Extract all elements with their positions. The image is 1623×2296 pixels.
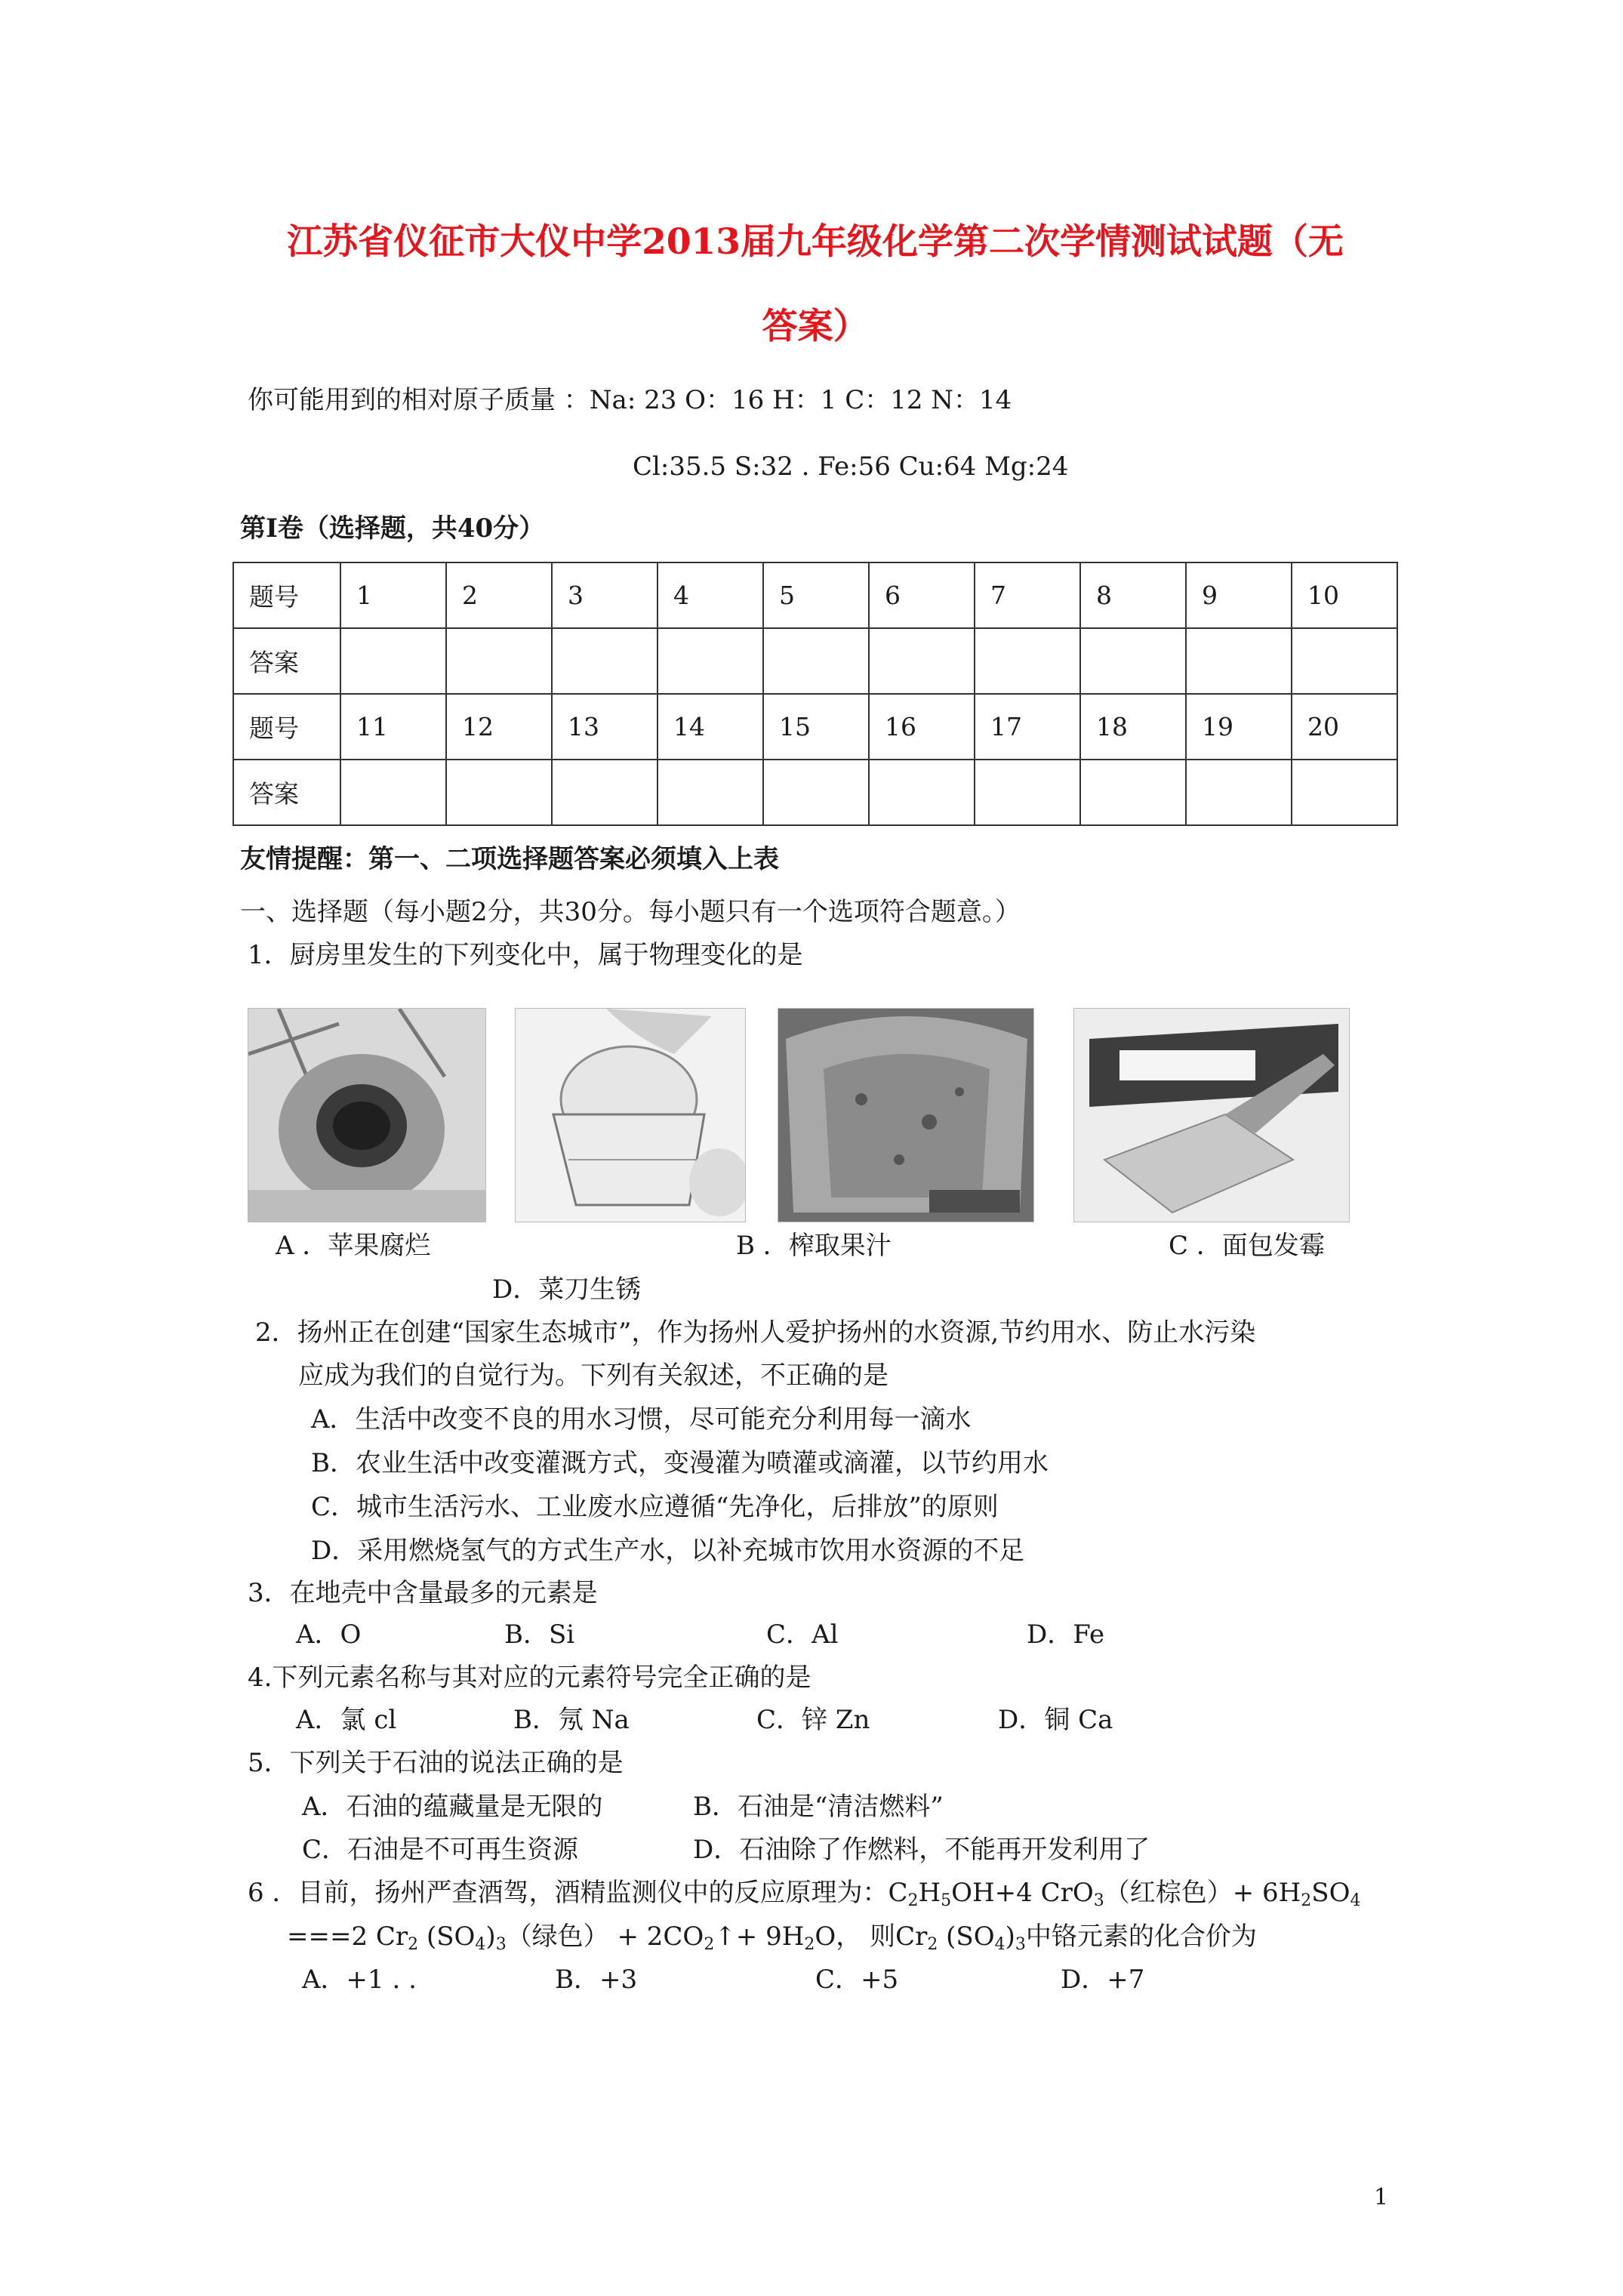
section-heading: 第Ⅰ卷（选择题，共40分）: [240, 513, 545, 544]
q6-option-b: B．+3: [555, 1965, 638, 1995]
answer-cell[interactable]: [869, 628, 975, 694]
answer-cell[interactable]: [1186, 628, 1292, 694]
question-number: 20: [1292, 694, 1397, 760]
answer-cell[interactable]: [1080, 628, 1186, 694]
reminder-note: 友情提醒：第一、二项选择题答案必须填入上表: [240, 844, 779, 874]
q4-option-a: A．氯 cl: [296, 1705, 397, 1735]
answer-cell[interactable]: [552, 628, 658, 694]
rotten-apple-photo: [248, 1008, 486, 1222]
answer-cell[interactable]: [1080, 760, 1186, 825]
question-number: 1: [340, 562, 446, 628]
question-1-stem: 1．厨房里发生的下列变化中，属于物理变化的是: [248, 940, 803, 970]
answer-cell[interactable]: [1292, 628, 1397, 694]
table-row: [233, 562, 1397, 628]
question-2-stem-cont: 应成为我们的自觉行为。下列有关叙述，不正确的是: [298, 1361, 888, 1391]
question-number: 11: [340, 694, 446, 760]
q5-option-a: A．石油的蕴藏量是无限的: [302, 1792, 603, 1822]
row-label: 题号: [233, 562, 340, 628]
question-number: 18: [1080, 694, 1186, 760]
rusty-knife-photo: [1073, 1008, 1350, 1222]
question-number: 16: [869, 694, 975, 760]
q5-option-d: D．石油除了作燃料，不能再开发利用了: [693, 1835, 1150, 1865]
q2-option-d: D．采用燃烧氢气的方式生产水，以补充城市饮用水资源的不足: [311, 1536, 1025, 1566]
table-row: [233, 628, 1397, 694]
page-title: 江苏省仪征市大仪中学2013届九年级化学第二次学情测试试题（无: [287, 221, 1344, 263]
q2-option-a: A．生活中改变不良的用水习惯，尽可能充分利用每一滴水: [311, 1404, 972, 1435]
answer-cell[interactable]: [763, 760, 869, 825]
answer-cell[interactable]: [1186, 760, 1292, 825]
answer-cell[interactable]: [340, 760, 446, 825]
answer-cell[interactable]: [658, 760, 763, 825]
question-number: 5: [763, 562, 869, 628]
q1-option-b: B ．榨取果汁: [736, 1231, 892, 1261]
answer-cell[interactable]: [446, 760, 552, 825]
answer-cell[interactable]: [340, 628, 446, 694]
question-number: 2: [446, 562, 552, 628]
row-label: 答案: [233, 760, 340, 825]
question-number: 12: [446, 694, 552, 760]
question-number: 8: [1080, 562, 1186, 628]
question-number: 7: [975, 562, 1080, 628]
atomic-mass-line1: 你可能用到的相对原子质量 ：Na: 23 O：16 H：1 C：12 N：14: [248, 385, 1012, 415]
question-number: 15: [763, 694, 869, 760]
q1-option-c: C ．面包发霉: [1169, 1231, 1325, 1261]
q6-option-c: C．+5: [815, 1965, 899, 1995]
answer-cell[interactable]: [552, 760, 658, 825]
answer-cell[interactable]: [658, 628, 763, 694]
question-number: 6: [869, 562, 975, 628]
question-6-stem: [248, 1878, 1360, 1908]
q1-option-d: D．菜刀生锈: [492, 1274, 642, 1305]
question-number: 3: [552, 562, 658, 628]
answer-table: [233, 562, 1398, 826]
answer-cell[interactable]: [763, 628, 869, 694]
q3-option-c: C．Al: [766, 1620, 839, 1650]
q4-option-c: C．锌 Zn: [756, 1705, 870, 1735]
q2-option-c: C．城市生活污水、工业废水应遵循“先净化，后排放”的原则: [311, 1492, 999, 1522]
question-number: 4: [658, 562, 763, 628]
q3-option-a: A．O: [296, 1620, 362, 1650]
q3-option-b: B．Si: [504, 1620, 575, 1650]
q1-option-a: A ．苹果腐烂: [276, 1231, 431, 1261]
row-label: 题号: [233, 694, 340, 760]
question-3-stem: 3．在地壳中含量最多的元素是: [248, 1578, 598, 1608]
juicer-photo: [515, 1008, 746, 1222]
q5-option-c: C．石油是不可再生资源: [302, 1835, 579, 1865]
answer-cell[interactable]: [975, 628, 1080, 694]
page-title-cont: 答案）: [762, 306, 869, 347]
question-number: 13: [552, 694, 658, 760]
q6-option-a: A．+1 . .: [302, 1965, 417, 1995]
q6-equation-part1: $C_2H_5OH+4$ CrO$_3$（红棕色）+ $6H_2SO_4$: [888, 1878, 1361, 1910]
q4-option-d: D．铜 Ca: [998, 1705, 1113, 1735]
question-2-stem: 2．扬州正在创建“国家生态城市”，作为扬州人爱护扬州的水资源,节约用水、防止水污染: [255, 1318, 1256, 1348]
q6-stem-text: 6 ．目前，扬州严查酒驾，酒精监测仪中的反应原理为：: [248, 1878, 888, 1908]
atomic-mass-line2: Cl:35.5 S:32 . Fe:56 Cu:64 Mg:24: [633, 451, 1069, 482]
question-5-stem: 5．下列关于石油的说法正确的是: [248, 1748, 624, 1778]
table-row: [233, 694, 1397, 760]
question-number: 9: [1186, 562, 1292, 628]
answer-cell[interactable]: [975, 760, 1080, 825]
question-number: 19: [1186, 694, 1292, 760]
question-number: 10: [1292, 562, 1397, 628]
table-row: [233, 760, 1397, 825]
page-number: 1: [1374, 2184, 1389, 2211]
row-label: 答案: [233, 628, 340, 694]
q2-option-b: B．农业生活中改变灌溉方式，变漫灌为喷灌或滴灌，以节约用水: [311, 1448, 1049, 1478]
answer-cell[interactable]: [446, 628, 552, 694]
q4-option-b: B．氖 Na: [513, 1705, 630, 1735]
q5-option-b: B．石油是“清洁燃料”: [693, 1792, 944, 1822]
question-number: 14: [658, 694, 763, 760]
q3-option-d: D．Fe: [1027, 1620, 1105, 1650]
question-4-stem: 4.下列元素名称与其对应的元素符号完全正确的是: [248, 1663, 812, 1693]
part-one-header: 一、选择题（每小题2分，共30分。每小题只有一个选项符合题意。）: [240, 897, 1021, 927]
q6-option-d: D．+7: [1061, 1965, 1145, 1995]
answer-cell[interactable]: [869, 760, 975, 825]
q6-equation-part2: ===2 $Cr_2$ $(SO_4)_3$（绿色） + $2CO_2↑+ 9H_2O$， 则$Cr_2$ $(SO_4)_3$中铬元素的化合价为: [287, 1922, 1257, 1954]
question-number: 17: [975, 694, 1080, 760]
answer-cell[interactable]: [1292, 760, 1397, 825]
moldy-bread-photo: [778, 1008, 1034, 1222]
